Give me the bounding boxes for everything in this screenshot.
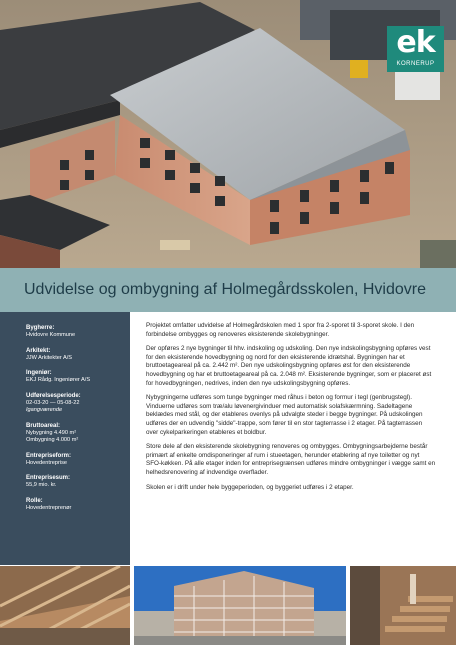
interior-roof-construction-photo xyxy=(0,566,130,645)
fact-value: Hovedentreprenør xyxy=(26,504,72,511)
fact-role xyxy=(26,497,120,513)
paragraph: Projektet omfatter udvidelse af Holmegårdskolen med 1 spor fra 2-sporet til 3-sporet skole. I den forbindelse ombygges og renoveres eksisterende skolebygninger. xyxy=(146,322,415,338)
fact-status: Igangværende xyxy=(26,407,63,413)
fact-label: Bygherre: xyxy=(26,325,55,331)
fact-value: JJW Arkitekter A/S xyxy=(26,354,73,361)
fact-value: Hovedentreprise xyxy=(26,459,68,466)
fact-value: Hvidovre Kommune xyxy=(26,332,76,338)
fact-label: Ingeniør: xyxy=(26,370,52,376)
ek-kornerup-logo xyxy=(387,26,444,72)
logo-mark: ek xyxy=(396,25,435,60)
hero-aerial-photo xyxy=(0,0,456,268)
fact-engineer xyxy=(26,369,120,385)
logo-subtitle: KORNERUP xyxy=(396,61,435,67)
title-band xyxy=(0,268,456,312)
paragraph: Store dele af den eksisterende skolebygning renoveres og ombygges. Ombygningsarbejderne består primært af enkelte omdisponeringer af rum i stueetagen, herunder etablering af nye toiletter og nyt SFO-køkken. På alle etager inden for entreprisegrænsen udføres mindre ombygninger i vægge samt en helhedsrenovering af indvendige overflader. xyxy=(146,443,436,476)
fact-contract-sum xyxy=(26,474,120,490)
fact-value-2: Ombygning 4.000 m² xyxy=(26,437,79,443)
scaffolding-facade-photo xyxy=(134,566,346,645)
fact-area xyxy=(26,422,120,445)
project-facts-sidebar xyxy=(0,312,130,565)
paragraph: Nybygningerne udføres som tunge bygninger med råhus i beton og formur i tegl (genbrugstegl). Vinduerne udføres som træ/alu løvenergivinduer med automatisk solafskærmning. Sadeltagene beklædes med stål, og der etableres ovenlys på udvalgte steder i begge bygninger. På udskolingen udføres der en udvendig "sidde"-trappe, som fører til en stor tagterrasse i 2 etager. På tagterrassen over cykelparkeringen etableres et boldbur. xyxy=(146,394,423,436)
page-title: Udvidelse og ombygning af Holmegårdsskolen, Hvidovre xyxy=(24,281,426,298)
fact-client xyxy=(26,324,120,340)
fact-period xyxy=(26,392,120,415)
fact-value: 55,9 mio. kr. xyxy=(26,482,57,488)
paragraph: Skolen er i drift under hele byggeperioden, og byggeriet udføres i 2 etaper. xyxy=(146,483,354,491)
fact-architect xyxy=(26,347,120,363)
fact-label: Udførelsesperiode: xyxy=(26,392,81,399)
fact-label: Entreprisesum: xyxy=(26,475,71,481)
fact-contract-form xyxy=(26,452,120,468)
interior-stair-construction-photo xyxy=(350,566,456,645)
fact-label: Entrepriseform: xyxy=(26,452,72,459)
fact-label: Bruttoareal: xyxy=(26,422,61,429)
paragraph: Der opføres 2 nye bygninger til hhv. indskoling og udskoling. Den nye indskolingsbygning opføres vest for den eksisterende hovedbygning og nord for den eksisterende idrætshal. Bygningen har et bruttoetageareal på ca. 2.442 m². Den nye udskolingsbygning opføres øst for den eksisterende hovedbygning og har et bruttoetageareal på ca. 2.048 m². Eksisterende bygninger, som er placeret øst for hovedbygningen, nedrives, inden den nye udskolingsbygning opføres. xyxy=(146,345,432,387)
fact-label: Arkitekt: xyxy=(26,347,51,354)
project-description xyxy=(146,322,436,498)
bottom-photo-strip xyxy=(0,566,456,645)
fact-value: Nybygning 4.490 m² xyxy=(26,429,77,436)
fact-value: 02-03-20 — 05-08-22 xyxy=(26,399,80,406)
fact-label: Rolle: xyxy=(26,497,43,504)
fact-value: EKJ Rådg. Ingeniører A/S xyxy=(26,377,91,383)
